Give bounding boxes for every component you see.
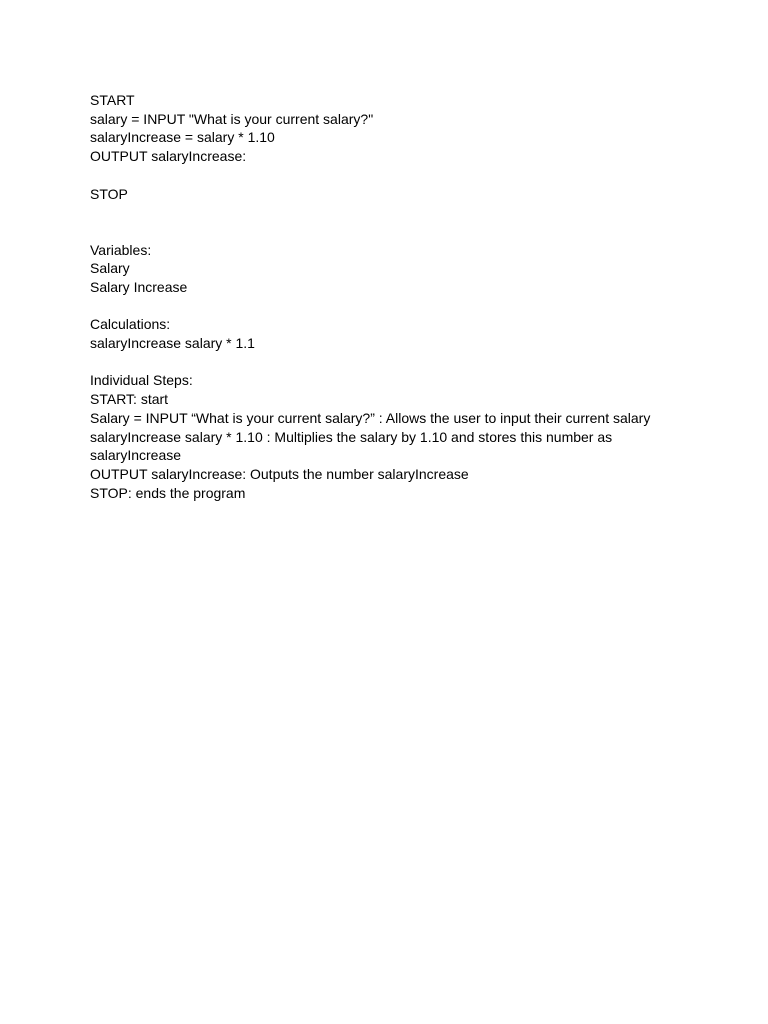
variables-section <box>90 241 690 297</box>
step-item: START: start <box>90 391 169 408</box>
step-item: OUTPUT salaryIncrease: Outputs the number salaryIncrease <box>90 466 469 482</box>
pseudocode-line: OUTPUT salaryIncrease: <box>90 148 247 165</box>
calculations-heading: Calculations: <box>90 316 171 333</box>
calculations-section <box>90 315 690 352</box>
variable-item: Salary <box>90 260 130 277</box>
pseudocode-line: salaryIncrease = salary * 1.10 <box>90 129 275 146</box>
step-item: Salary = INPUT “What is your current salary?” : Allows the user to input their current salary <box>90 409 651 426</box>
calculation-item: salaryIncrease salary * 1.1 <box>90 335 255 352</box>
step-item: STOP: ends the program <box>90 484 246 501</box>
pseudocode-stop: STOP <box>90 185 128 202</box>
step-item: salaryIncrease salary * 1.10 : Multiplies the salary by 1.10 and stores this number as salaryIncrease <box>90 428 613 464</box>
pseudocode-line: salary = INPUT "What is your current salary?" <box>90 110 374 127</box>
blank-line <box>90 297 690 316</box>
pseudocode-section <box>90 91 690 203</box>
individual-steps-section <box>90 371 690 502</box>
blank-line <box>90 166 690 185</box>
blank-line <box>90 353 690 372</box>
variable-item: Salary Increase <box>90 279 188 295</box>
pseudocode-line: START <box>90 92 135 108</box>
variables-heading: Variables: <box>90 241 152 258</box>
blank-lines <box>90 203 690 240</box>
individual-steps-heading: Individual Steps: <box>90 372 193 389</box>
document-body <box>90 91 690 502</box>
